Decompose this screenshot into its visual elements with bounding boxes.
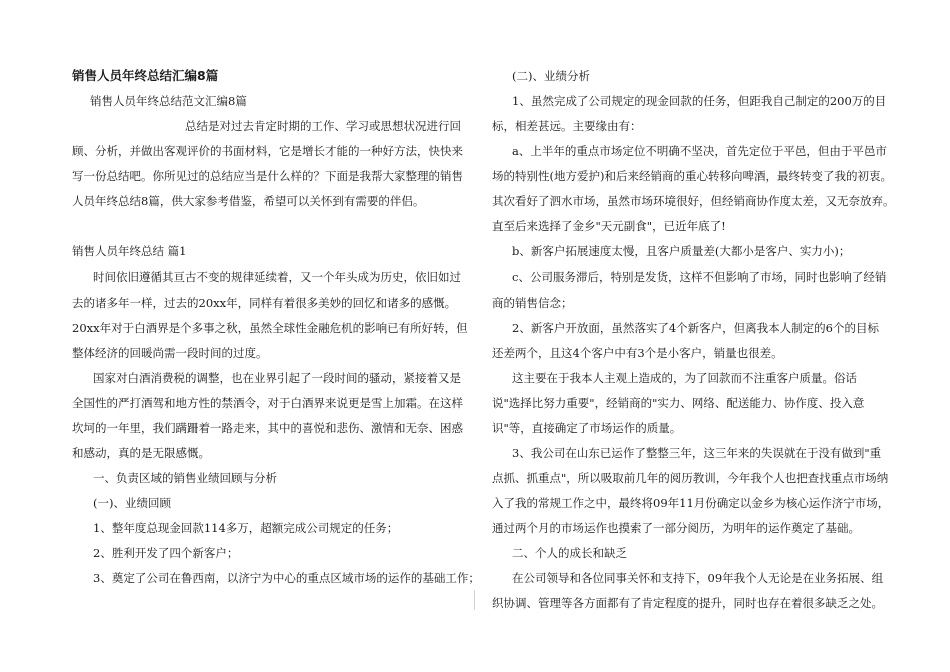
paragraph-line: 1、虽然完成了公司规定的现金回款的任务，但距我自己制定的200万的目 xyxy=(512,94,887,108)
paragraph-line: 国家对白酒消费税的调整，也在业界引起了一段时间的骚动，紧接着又是 xyxy=(93,371,461,385)
paragraph-line: c、公司服务滞后，特别是发货，这样不但影响了市场，同时也影响了经销 xyxy=(512,270,887,284)
paragraph-line: 和感动，真的是无限感慨。 xyxy=(72,446,210,460)
paragraph-line: 全国性的严打酒驾和地方性的禁酒令，对于白酒界来说更是雪上加霜。在这样 xyxy=(72,396,463,410)
subsection-heading: (二)、业绩分析 xyxy=(512,69,590,83)
paragraph-line: 去的诸多年一样，过去的20xx年，同样有着很多美妙的回忆和诸多的感慨。 xyxy=(72,296,457,310)
paragraph-line: 写一份总结吧。你所见过的总结应当是什么样的？下面是我帮大家整理的销售 xyxy=(72,169,463,183)
list-item: 3、奠定了公司在鲁西南，以济宁为中心的重点区域市场的运作的基础工作； xyxy=(93,571,480,585)
paragraph-line: a、上半年的重点市场定位不明确不坚决，首先定位于平邑，但由于平邑市 xyxy=(512,144,887,158)
paragraph-line: b、新客户拓展速度太慢，且客户质量差(大都小是客户、实力小)； xyxy=(512,244,851,258)
paragraph-line: 织协调、管理等各方面都有了肯定程度的提升，同时也存在着很多缺乏之处。 xyxy=(492,596,883,610)
list-item: 2、胜利开发了四个新客户； xyxy=(93,546,239,560)
paragraph-line: 3、我公司在山东已运作了整整三年，这三年来的失误就在于没有做到"重 xyxy=(512,446,882,460)
paragraph-line: 点抓、抓重点"，所以吸取前几年的阅历教训，今年我个人也把查找重点市场纳 xyxy=(492,471,889,485)
paragraph-line: 商的销售信念； xyxy=(492,296,573,310)
paragraph-line: 时间依旧遵循其亘古不变的规律延续着，又一个年头成为历史，依旧如过 xyxy=(93,270,461,284)
document-subtitle: 销售人员年终总结范文汇编8篇 xyxy=(90,94,247,108)
paragraph-line: 其次看好了泗水市场，虽然市场环境很好，但经销商协作度太差，又无奈放弃。 xyxy=(492,194,895,208)
paragraph-line: 20xx年对于白酒界是个多事之秋，虽然全球性金融危机的影响已有所好转，但 xyxy=(72,321,468,335)
paragraph-line: 整体经济的回暖尚需一段时间的过度。 xyxy=(72,346,268,360)
paragraph-line: 直至后来选择了金乡"天元副食"，已近年底了! xyxy=(492,219,726,233)
paragraph-line: 人员年终总结8篇，供大家参考借鉴，希望可以关怀到有需要的伴侣。 xyxy=(72,194,425,208)
paragraph-line: 入了我的常规工作之中，最终将09年11月份确定以金乡为核心运作济宁市场， xyxy=(492,496,890,510)
section-heading: 销售人员年终总结 篇1 xyxy=(72,244,187,258)
paragraph-line: 2、新客户开放面，虽然落实了4个新客户，但离我本人制定的6个的目标 xyxy=(512,321,879,335)
paragraph-line: 通过两个月的市场运作也摸索了一部分阅历，为明年的运作奠定了基础。 xyxy=(492,521,860,535)
document-title: 销售人员年终总结汇编8篇 xyxy=(72,68,219,83)
paragraph-line: 在公司领导和各位同事关怀和支持下，09年我个人无论是在业务拓展、组 xyxy=(512,571,884,585)
list-item: 1、整年度总现金回款114多万，超额完成公司规定的任务； xyxy=(93,521,399,535)
section-heading: 一、负责区域的销售业绩回顾与分析 xyxy=(93,471,277,485)
paragraph-line: 说"选择比努力重要"，经销商的"实力、网络、配送能力、协作度、投入意 xyxy=(492,396,865,410)
paragraph-line: 还差两个，且这4个客户中有3个是小客户，销量也很差。 xyxy=(492,346,783,360)
column-divider xyxy=(474,590,475,610)
paragraph-line: 总结是对过去肯定时期的工作、学习或思想状况进行回 xyxy=(185,119,461,133)
section-heading: 二、个人的成长和缺乏 xyxy=(512,546,627,560)
paragraph-line: 坎坷的一年里，我们蹒跚着一路走来，其中的喜悦和悲伤、激情和无奈、困惑 xyxy=(72,421,463,435)
paragraph-line: 识"等，直接确定了市场运作的质量。 xyxy=(492,421,682,435)
paragraph-line: 这主要在于我本人主观上造成的，为了回款而不注重客户质量。俗话 xyxy=(512,371,857,385)
paragraph-line: 顾、分析，并做出客观评价的书面材料，它是增长才能的一种好方法，快快来 xyxy=(72,144,463,158)
paragraph-line: 场的特别性(地方爱护)和后来经销商的重心转移向啤酒，最终转变了我的初衷。 xyxy=(492,169,892,183)
subsection-heading: (一)、业绩回顾 xyxy=(93,496,171,510)
paragraph-line: 标，相差甚远。主要缘由有： xyxy=(492,119,642,133)
